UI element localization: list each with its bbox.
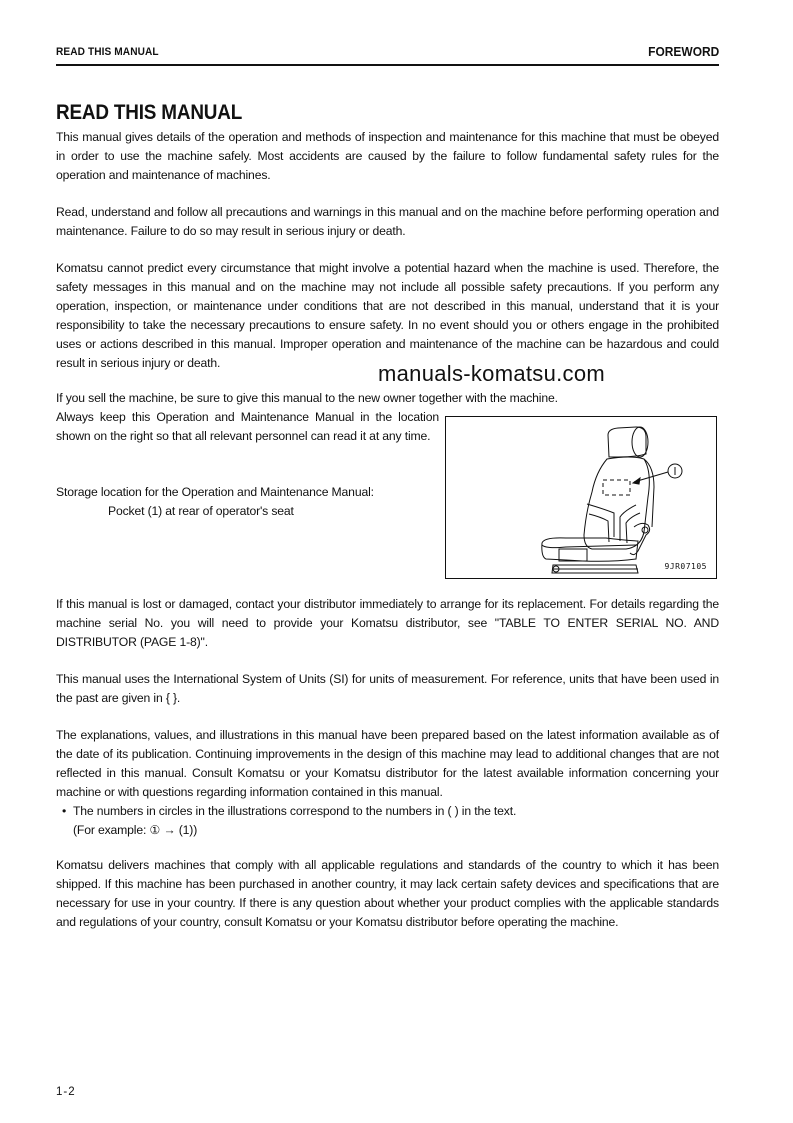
paragraph-text: Always keep this Operation and Maintenance Manual in the location shown on the right so that all relevant personnel can read it at any time. [56,410,439,443]
paragraph-text: Read, understand and follow all precautions and warnings in this manual and on the machine before performing operation and maintenance. Failure to do so may result in serious injury or death. [56,205,719,238]
figure-code: 9JR07105 [664,562,707,571]
paragraph-text: If you sell the machine, be sure to give this manual to the new owner together with the machine. [56,391,558,405]
paragraph-text: This manual uses the International System of Units (SI) for units of measurement. For reference, units that have been used in the past are given in { }. [56,672,719,705]
storage-location-value: Pocket (1) at rear of operator's seat [108,503,294,518]
seat-illustration [445,416,717,579]
example-text: (For example: ① → (1)) [73,822,198,837]
paragraph-text: The explanations, values, and illustrations in this manual have been prepared based on the latest information available as of the date of its publication. Continuing improvements in the design of this machine may lead to additional changes that are not reflected in this manual. Consult Komatsu or your Komatsu distributor for the latest available information concerning your machine or with questions regarding information contained in this manual. [56,728,719,799]
paragraph-text: Komatsu cannot predict every circumstance that might involve a potential hazard when the machine is used. Therefore, the safety messages in this manual and on the machine may not include all possible safety precautions. If you perform any operation, inspection, or maintenance under conditions that are not described in this manual, understand that it is your responsibility to take the necessary precautions to ensure safety. In no event should you or others engage in the prohibited uses or actions described in this manual. Improper operation and maintenance of the machine can be hazardous and could result in serious injury or death. [56,261,719,370]
paragraph-text: This manual gives details of the operation and methods of inspection and maintenance for this machine that must be obeyed in order to use the machine safely. Most accidents are caused by the failure to follow fundamental safety rules for the operation and maintenance of machines. [56,130,719,182]
storage-location [56,483,439,521]
bullet-icon: • [62,803,67,818]
paragraph-compliance [56,856,719,932]
paragraph-text: If this manual is lost or damaged, contact your distributor immediately to arrange for its replacement. For details regarding the machine serial No. you will need to provide your Komatsu distributor, see "TABLE TO ENTER SERIAL NO. AND DISTRIBUTOR (PAGE 1-8)". [56,597,719,649]
paragraph-sell [56,389,719,408]
header-divider [56,64,719,66]
storage-location-label: Storage location for the Operation and Maintenance Manual: [56,485,374,499]
page-number: 1-2 [56,1086,76,1098]
operator-seat-icon [446,417,716,578]
paragraph-intro [56,128,719,185]
paragraph-read-understand [56,203,719,241]
bullet-item [56,802,719,821]
paragraph-keep-manual [56,408,439,446]
running-header-section: READ THIS MANUAL [56,46,159,58]
paragraph-units [56,670,719,708]
running-header-chapter: FOREWORD [647,44,719,59]
page-title: READ THIS MANUAL [56,101,243,124]
watermark-text: manuals-komatsu.com [378,361,605,386]
paragraph-text: Komatsu delivers machines that comply with all applicable regulations and standards of the country to which it has been shipped. If this machine has been purchased in another country, it may lack certain safety devices and specifications that are necessary for use in your country. If there is any question about whether your product complies with the applicable standards and regulations of your country, consult Komatsu or your Komatsu distributor before operating the machine. [56,858,719,929]
paragraph-lost-damaged [56,595,719,652]
paragraph-hazard [56,259,719,372]
bullet-text: The numbers in circles in the illustrations correspond to the numbers in ( ) in the text. [73,803,517,818]
paragraph-explanations [56,726,719,839]
